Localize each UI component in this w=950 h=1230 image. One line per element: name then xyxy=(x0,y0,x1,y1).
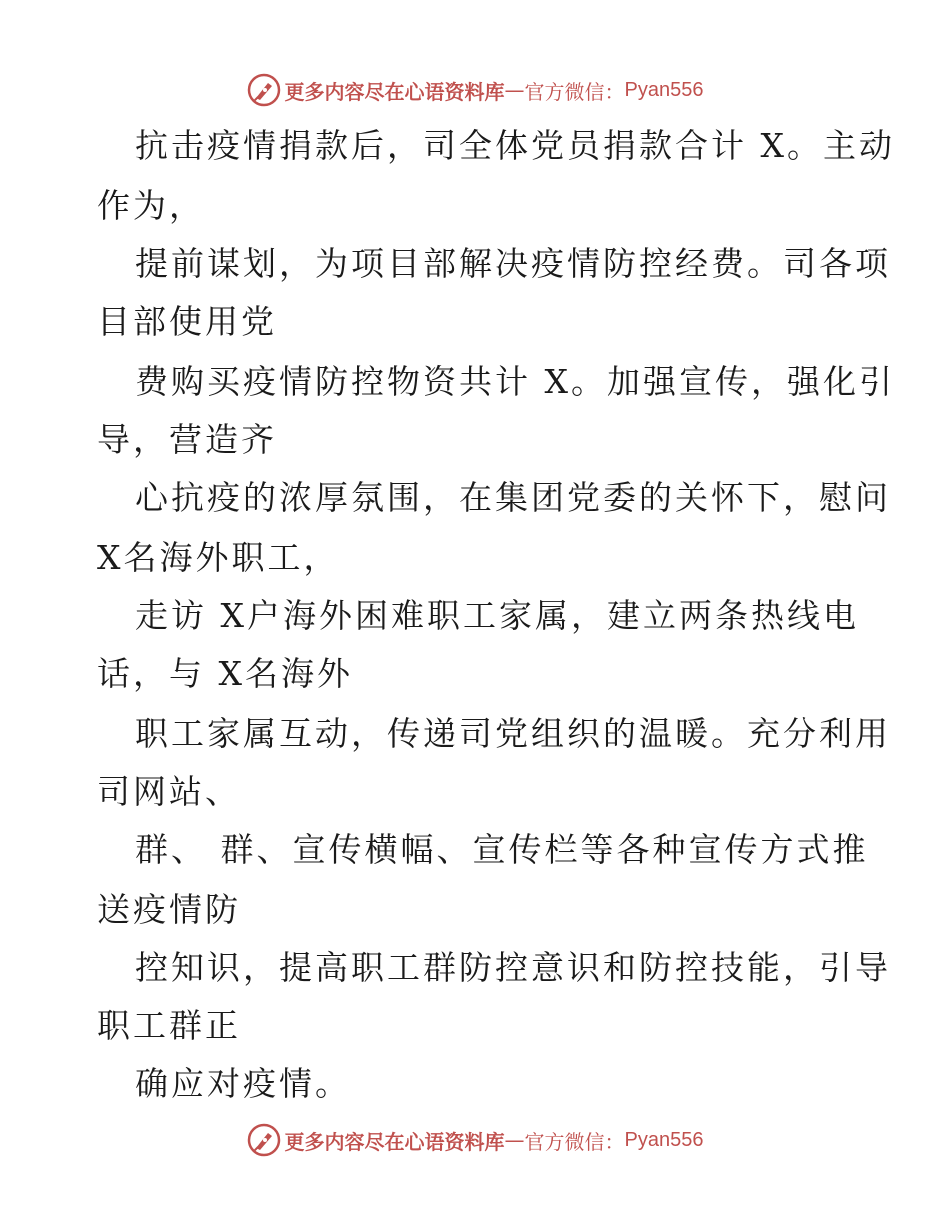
watermark-main-text: 更多内容尽在心语资料库 xyxy=(284,1129,505,1154)
paragraph-line: X名海外职工， xyxy=(97,538,340,577)
paragraph-line: 话，与 X名海外 xyxy=(97,654,353,693)
watermark-wechat-id: Pyan556 xyxy=(624,78,704,101)
paragraph-line: 职工家属互动，传递司党组织的温暖。充分利用 xyxy=(135,714,891,753)
watermark-wechat-id: Pyan556 xyxy=(624,1128,704,1151)
header-watermark xyxy=(0,70,950,110)
paragraph-line: 司网站、 xyxy=(97,772,241,811)
paragraph-line: 提前谋划，为项目部解决疫情防控经费。司各项 xyxy=(135,244,891,283)
paragraph-line: 控知识，提高职工群防控意识和防控技能，引导 xyxy=(135,948,891,987)
paragraph-line: 抗击疫情捐款后，司全体党员捐款合计 X。主动 xyxy=(135,126,895,165)
paragraph-line: 心抗疫的浓厚氛围，在集团党委的关怀下，慰问 xyxy=(135,478,891,517)
pen-nib-logo-icon xyxy=(247,1123,281,1157)
footer-watermark xyxy=(0,1120,950,1160)
watermark-wechat-label: 官方微信： xyxy=(524,79,625,104)
paragraph-line: 费购买疫情防控物资共计 X。加强宣传，强化引 xyxy=(135,362,895,401)
paragraph-line: 导，营造齐 xyxy=(97,420,277,459)
watermark-separator: — xyxy=(504,1128,525,1152)
paragraph-line: 走访 X户海外困难职工家属，建立两条热线电 xyxy=(135,596,859,635)
paragraph-line: 作为， xyxy=(97,186,205,225)
paragraph-line: 群、 群、宣传横幅、宣传栏等各种宣传方式推 xyxy=(135,830,869,869)
watermark-main-text: 更多内容尽在心语资料库 xyxy=(284,79,505,104)
paragraph-line: 送疫情防 xyxy=(97,890,241,929)
paragraph-line: 确应对疫情。 xyxy=(135,1064,351,1103)
watermark-separator: — xyxy=(504,78,525,102)
watermark-wechat-label: 官方微信： xyxy=(524,1129,625,1154)
pen-nib-logo-icon xyxy=(247,73,281,107)
paragraph-line: 目部使用党 xyxy=(97,302,277,341)
paragraph-line: 职工群正 xyxy=(97,1006,241,1045)
